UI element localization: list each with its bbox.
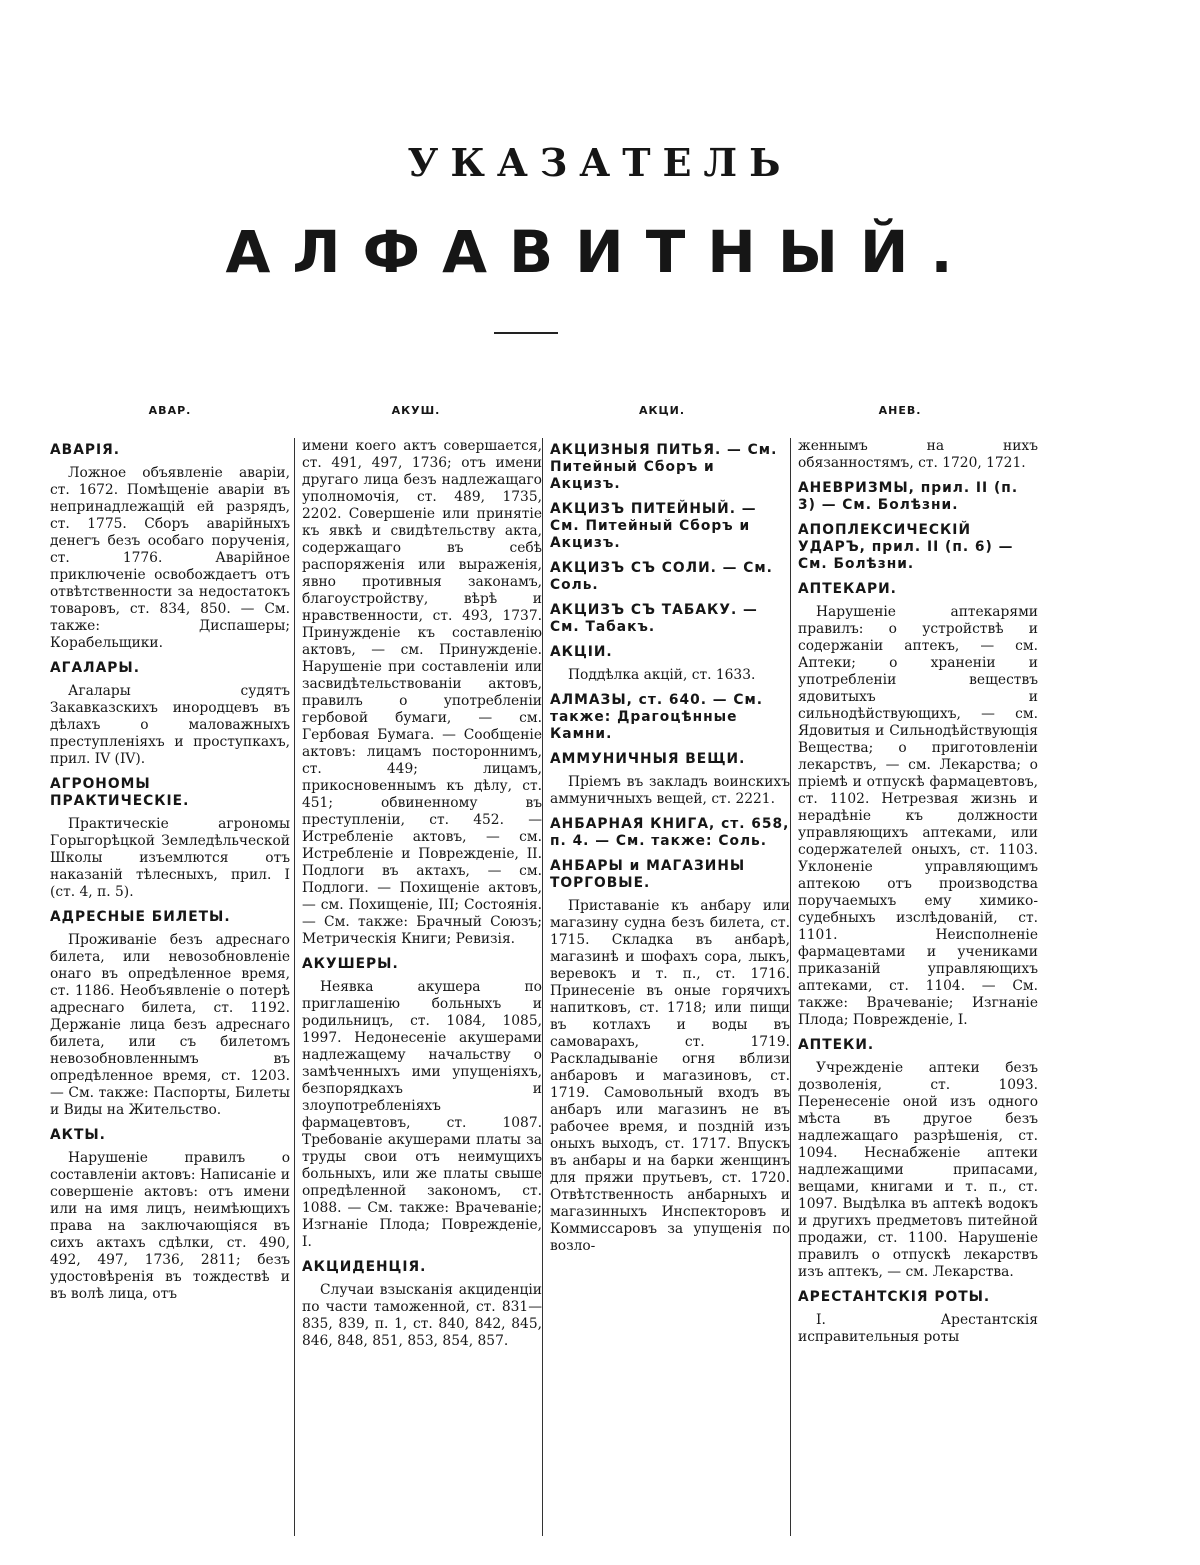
index-column-1 [50,438,290,1548]
entry-heading: АНЕВРИЗМЫ, прил. II (п. 3) — См. Болѣзни. [798,480,1019,513]
entry-text: женнымъ на нихъ обязанностямъ, ст. 1720, 1721. [798,438,1038,471]
entry-heading: АГРОНОМЫ ПРАКТИЧЕСКІЕ. [50,776,190,809]
entry-text: Нарушеніе аптекарями правилъ: о устройствѣ и содержаніи аптекъ, — см. Аптеки; о храненіи и употребленіи веществъ ядовитыхъ и сильнодѣйствующихъ, — см. Ядовитыя и Сильнодѣйствующія Вещества; о приготовленіи лекарствъ, — см. Лекарства; о пріемѣ и отпускѣ фармацевтовъ, ст. 1102. Нетрезвая жизнь и нерадѣніе къ должности управляющихъ аптеками, или содержателей оныхъ, ст. 1103. Уклоненіе управляющимъ аптекою отъ производства поручаемыхъ ему химико-судебныхъ изслѣдованій, ст. 1101. Неисполненіе фармацевтами и учениками приказаній управляющихъ аптеками, ст. 1104. — См. также: Врачеваніе; Изгнаніе Плода; Поврежденіе, I. [798,604,1038,1028]
column-divider [790,438,791,1536]
entry-text: Пріемъ въ закладъ воинскихъ аммуничныхъ вещей, ст. 2221. [550,774,790,807]
title-line-1: УКАЗАТЕЛЬ [407,140,793,185]
entry-heading: АРЕСТАНТСКІЯ РОТЫ. [798,1289,991,1305]
entry-text: Поддѣлка акцій, ст. 1633. [568,667,756,683]
entry-heading: АКЦІИ. [550,644,613,660]
entry-heading: АГАЛАРЫ. [50,660,140,676]
entry-heading: АВАРІЯ. [50,442,120,458]
entry-heading: АКЦИЗНЫЯ ПИТЬЯ. — См. Питейный Сборъ и Акцизъ. [550,442,778,492]
entry-text: Нарушеніе правилъ о составленіи актовъ: Написаніе и совершеніе актовъ: отъ имени или на имя лицъ, неимѣющихъ права на заключающіяся въ сихъ актахъ сдѣлки, ст. 490, 492, 497, 1736, 2811; безъ удостовѣренія въ тождествѣ и въ волѣ лица, отъ [50,1150,290,1302]
entry-heading: АКУШЕРЫ. [302,956,399,972]
index-column-3 [550,438,790,1548]
entry-heading: АКЦИЗЪ СЪ СОЛИ. — См. Соль. [550,560,773,593]
entry-heading: АКЦИЗЪ СЪ ТАБАКУ. — См. Табакъ. [550,602,758,635]
entry-text: Ложное объявленіе аваріи, ст. 1672. Помѣщеніе аваріи въ непринадлежащій ей разрядъ, ст. 1775. Сборъ аварійныхъ денегъ безъ особаго порученія, ст. 1776. Аварійное приключеніе освобождаетъ отъ отвѣтственности за недостатокъ товаровъ, ст. 834, 850. — См. также: Диспашеры; Корабельщики. [50,465,290,651]
column-divider [542,438,543,1536]
running-head-2: АКУШ. [391,404,441,417]
entry-heading: АПТЕКИ. [798,1037,875,1053]
title-line-2: АЛФАВИТНЫЙ. [225,218,975,286]
entry-text: Случаи взысканія акциденціи по части таможенной, ст. 831—835, 839, п. 1, ст. 840, 842, 845, 846, 848, 851, 853, 854, 857. [302,1282,542,1349]
index-column-2 [302,438,542,1548]
running-head-4: АНЕВ. [878,404,922,417]
entry-text: Практическіе агрономы Горыгорѣцкой Земледѣльческой Школы изъемлются отъ наказаній тѣлесныхъ, прил. I (ст. 4, п. 5). [50,816,290,900]
entry-heading: АНБАРЫ и МАГАЗИНЫ ТОРГОВЫЕ. [550,858,746,891]
index-column-4 [798,438,1038,1548]
entry-heading: АКЦИЗЪ ПИТЕЙНЫЙ. — См. Питейный Сборъ и Акцизъ. [550,501,757,551]
entry-heading: АЛМАЗЫ, ст. 640. — См. также: Драгоцѣнные Камни. [550,692,763,742]
entry-text: Учрежденіе аптеки безъ дозволенія, ст. 1093. Перенесеніе оной изъ одного мѣста въ другое безъ надлежащаго разрѣшенія, ст. 1094. Неснабженіе аптеки надлежащими припасами, вещами, книгами и т. п., ст. 1097. Выдѣлка въ аптекѣ водокъ и другихъ предметовъ питейной продажи, ст. 1100. Нарушеніе правилъ о отпускѣ лекарствъ изъ аптекъ, — см. Лекарства. [798,1060,1038,1280]
entry-heading: АКТЫ. [50,1127,106,1143]
running-head-3: АКЦИ. [638,404,686,417]
running-heads [50,404,1160,424]
entry-heading: АПТЕКАРИ. [798,581,897,597]
entry-text: I. Арестантскія исправительныя роты [798,1312,1038,1345]
column-divider [294,438,295,1536]
entry-heading: АНБАРНАЯ КНИГА, ст. 658, п. 4. — См. также: Соль. [550,816,790,849]
running-head-1: АВАР. [148,404,192,417]
entry-heading: АКЦИДЕНЦІЯ. [302,1259,427,1275]
index-columns [50,438,1160,1548]
entry-heading: АДРЕСНЫЕ БИЛЕТЫ. [50,909,231,925]
entry-text: Агалары судятъ Закавказскихъ инородцевъ въ дѣлахъ о маловажныхъ преступленіяхъ и проступкахъ, прил. IV (IV). [50,683,290,767]
entry-text: Неявка акушера по приглашенію больныхъ и родильницъ, ст. 1084, 1085, 1997. Недонесеніе акушерами надлежащему начальству о замѣченныхъ ими упущеніяхъ, безпорядкахъ и злоупотребленіяхъ фармацевтовъ, ст. 1087. Требованіе акушерами платы за труды свои отъ неимущихъ больныхъ, или же платы свыше опредѣленной закономъ, ст. 1088. — См. также: Врачеваніе; Изгнаніе Плода; Поврежденіе, I. [302,979,542,1250]
entry-text: Приставаніе къ анбару или магазину судна безъ билета, ст. 1715. Складка въ анбарѣ, магазинѣ и шофахъ сора, лыкъ, веревокъ и т. п., ст. 1716. Принесеніе въ оные горячихъ напитковъ, ст. 1718; или пищи въ котлахъ и воды въ самоварахъ, ст. 1719. Раскладываніе огня вблизи анбаровъ и магазиновъ, ст. 1719. Самовольный входъ въ анбаръ или магазинъ не въ рабочее время, и поздній изъ оныхъ выходъ, ст. 1717. Впускъ въ анбары и на барки женщинъ для пряжи прутьевъ, ст. 1720. Отвѣтственность анбарныхъ и магазинныхъ Инспекторовъ и Коммиссаровъ за упущенія по возло- [550,898,790,1254]
entry-text: Проживаніе безъ адреснаго билета, или невозобновленіе онаго въ опредѣленное время, ст. 1186. Необъявленіе о потерѣ адреснаго билета, ст. 1192. Держаніе лица безъ адреснаго билета, или съ билетомъ невозобновленнымъ въ опредѣленное время, ст. 1203. — См. также: Паспорты, Билеты и Виды на Жительство. [50,932,290,1118]
entry-heading: АММУНИЧНЫЯ ВЕЩИ. [550,751,746,767]
title-rule [494,332,558,334]
entry-heading: АПОПЛЕКСИЧЕСКІЙ УДАРЪ, прил. II (п. 6) — См. Болѣзни. [798,522,1014,572]
entry-text: имени коего актъ совершается, ст. 491, 497, 1736; отъ имени другаго лица безъ надлежащаго уполномочія, ст. 489, 1735, 2202. Совершеніе или принятіе къ явкѣ и свидѣтельству акта, содержащаго въ себѣ распоряженія или выраженія, явно противныя законамъ, благоустройству, вѣрѣ и нравственности, ст. 493, 1737. Принужденіе къ составленію актовъ, — см. Принужденіе. Нарушеніе при составленіи или засвидѣтельствованіи актовъ, правилъ о употребленіи гербовой бумаги, — см. Гербовая Бумага. — Сообщеніе актовъ: лицамъ постороннимъ, ст. 449; лицамъ, прикосновеннымъ къ дѣлу, ст. 451; обвиненному въ преступленіи, ст. 452. — Истребленіе актовъ, — см. Истребленіе и Поврежденіе, II. Подлоги въ актахъ, — см. Подлоги. — Похищеніе актовъ, — см. Похищеніе, III; Состоянія. — См. также: Брачный Союзъ; Метрическія Книги; Ревизія. [302,438,542,947]
